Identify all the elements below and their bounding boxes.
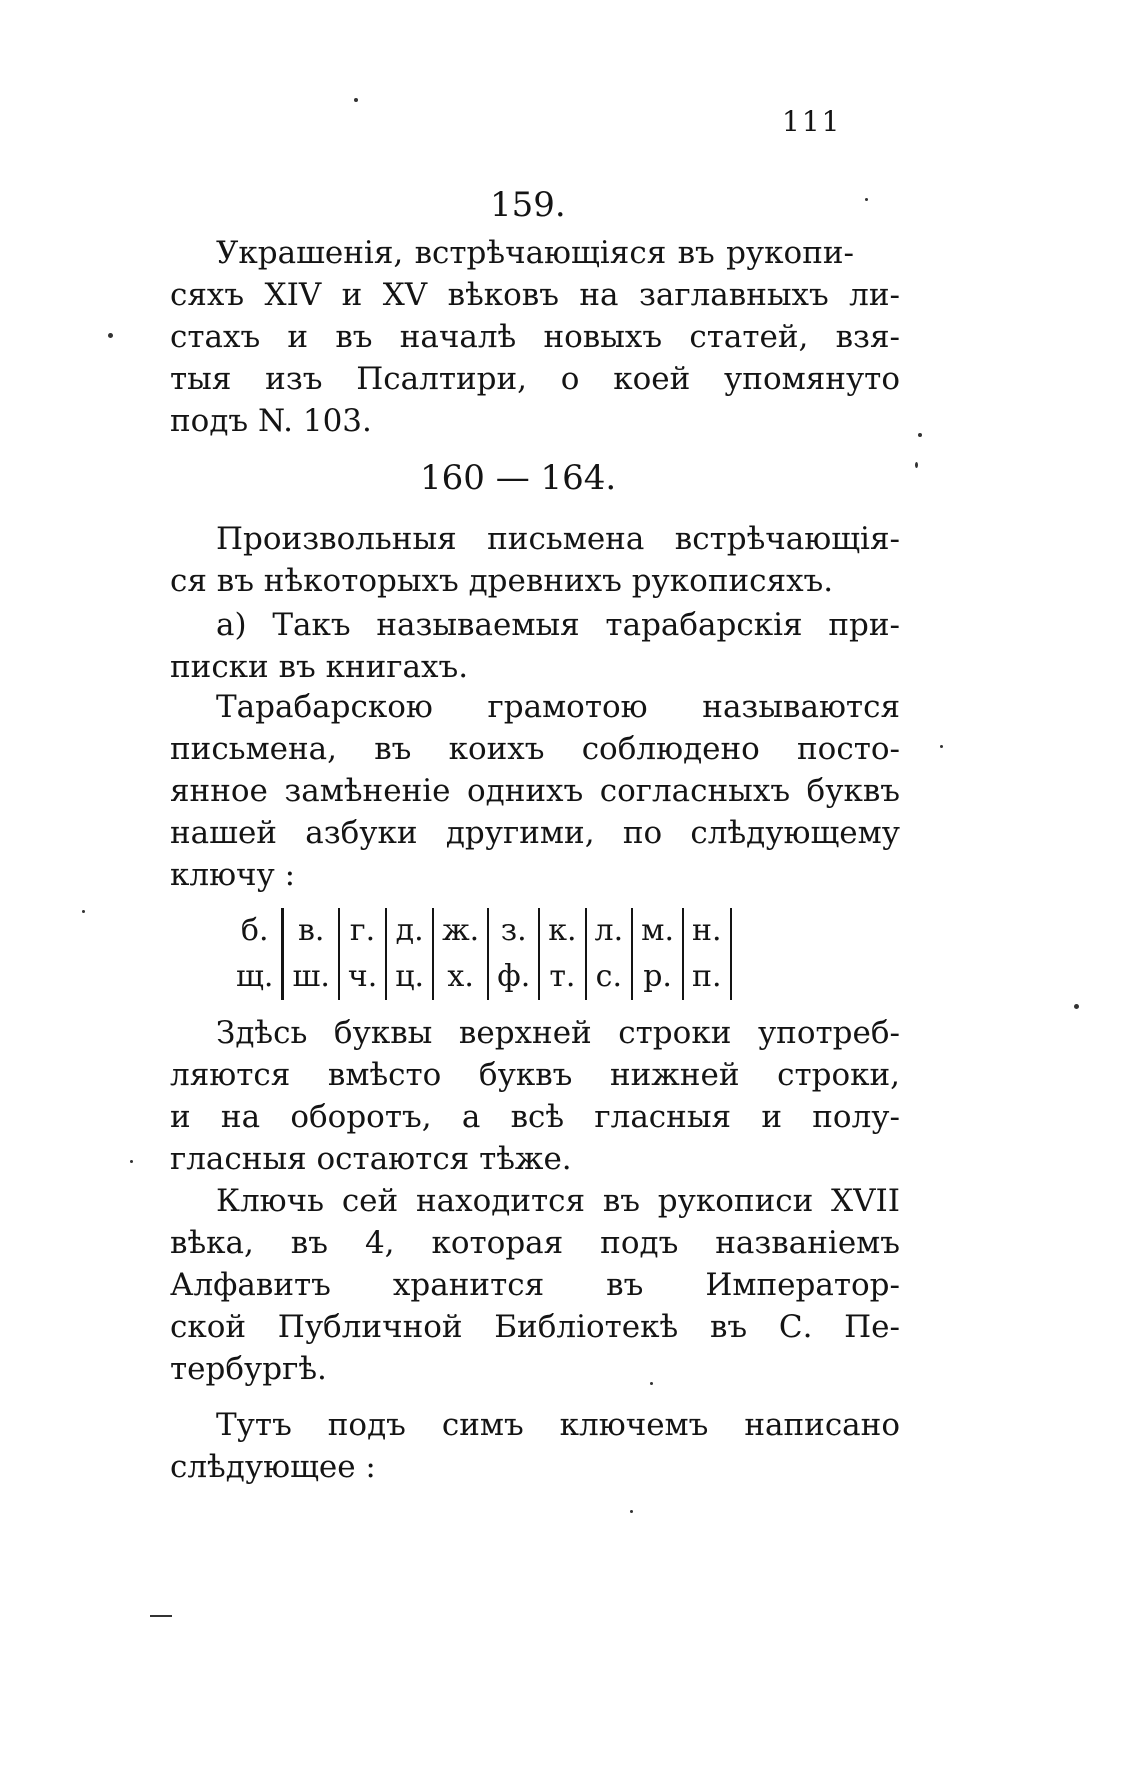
key-cell: ф. [488, 954, 539, 1000]
key-cell: л. [586, 908, 633, 954]
scan-speck [650, 1382, 653, 1385]
text-line: тербургѣ. [170, 1351, 327, 1387]
text-line: ключу : [170, 857, 296, 893]
key-cell: т. [539, 954, 585, 1000]
text-line: Украшенія, встрѣчающіяся въ рукопи- [216, 235, 854, 271]
text-line: тыя изъ Псалтири, о коей упомянуто [170, 361, 900, 397]
key-cell: з. [488, 908, 539, 954]
text-line: нашей азбуки другими, по слѣдующему [170, 815, 900, 851]
text-line: Здѣсь буквы верхней строки употреб- [216, 1015, 900, 1051]
page-number: 111 [782, 105, 842, 138]
key-cell: р. [632, 954, 683, 1000]
cipher-key-table [228, 908, 732, 1000]
text-line: а) Такъ называемыя тарабарскія при- [216, 607, 900, 643]
scan-speck [940, 745, 943, 748]
section-heading-160-164: 160 — 164. [420, 458, 617, 498]
scan-speck [108, 333, 113, 338]
scan-speck [1074, 1004, 1079, 1009]
text-line: слѣдующее : [170, 1449, 376, 1485]
key-cell: ч. [339, 954, 386, 1000]
key-cell: б. [228, 908, 283, 954]
key-cell: н. [683, 908, 731, 954]
text-line: ся въ нѣкоторыхъ древнихъ рукописяхъ. [170, 563, 834, 599]
section-159-text [170, 232, 900, 442]
text-line: ской Публичной Библіотекѣ въ С. Пе- [170, 1309, 900, 1345]
key-cell: к. [539, 908, 585, 954]
section-160-subtitle [170, 604, 900, 688]
key-cell: п. [683, 954, 731, 1000]
text-line: Ключь сей находится въ рукописи XVII [216, 1183, 900, 1219]
key-row-bottom [228, 954, 731, 1000]
key-cell: х. [433, 954, 488, 1000]
key-cell: с. [586, 954, 633, 1000]
key-cell: в. [283, 908, 339, 954]
text-line: вѣка, въ 4, которая подъ названіемъ [170, 1225, 900, 1261]
section-160-paragraph-1 [170, 686, 900, 896]
text-line: стахъ и въ началѣ новыхъ статей, взя- [170, 319, 900, 355]
text-line: Произвольныя письмена встрѣчающія- [216, 521, 900, 557]
key-cell: г. [339, 908, 386, 954]
scan-speck [865, 198, 868, 201]
scan-speck [918, 433, 922, 437]
text-line: Тутъ подъ симъ ключемъ написано [216, 1407, 900, 1443]
key-cell: м. [632, 908, 683, 954]
text-line: гласныя остаются тѣже. [170, 1141, 572, 1177]
section-160-paragraph-4 [170, 1404, 900, 1488]
key-cell: ц. [386, 954, 433, 1000]
scan-speck [630, 1510, 633, 1513]
key-row-top [228, 908, 731, 954]
text-line: Тарабарскою грамотою называются [216, 689, 900, 725]
scan-speck [150, 1615, 172, 1617]
text-line: и на оборотъ, а всѣ гласныя и полу- [170, 1099, 900, 1135]
scan-speck [82, 910, 85, 913]
text-line: подъ N. 103. [170, 403, 372, 439]
text-line: Алфавитъ хранится въ Император- [170, 1267, 900, 1303]
scan-speck [130, 1160, 133, 1163]
key-cell: щ. [228, 954, 283, 1000]
key-cell: д. [386, 908, 433, 954]
section-160-paragraph-2 [170, 1012, 900, 1180]
text-line: писки въ книгахъ. [170, 649, 469, 685]
section-160-title [170, 518, 900, 602]
section-heading-159: 159. [490, 185, 566, 225]
section-160-paragraph-3 [170, 1180, 900, 1390]
text-line: ляются вмѣсто буквъ нижней строки, [170, 1057, 900, 1093]
key-cell: ш. [283, 954, 339, 1000]
text-line: сяхъ XIV и XV вѣковъ на заглавныхъ ли- [170, 277, 900, 313]
scan-speck [915, 462, 918, 468]
scan-speck [354, 98, 358, 102]
text-line: письмена, въ коихъ соблюдено посто- [170, 731, 900, 767]
key-cell: ж. [433, 908, 488, 954]
text-line: янное замѣненіе однихъ согласныхъ буквъ [170, 773, 900, 809]
